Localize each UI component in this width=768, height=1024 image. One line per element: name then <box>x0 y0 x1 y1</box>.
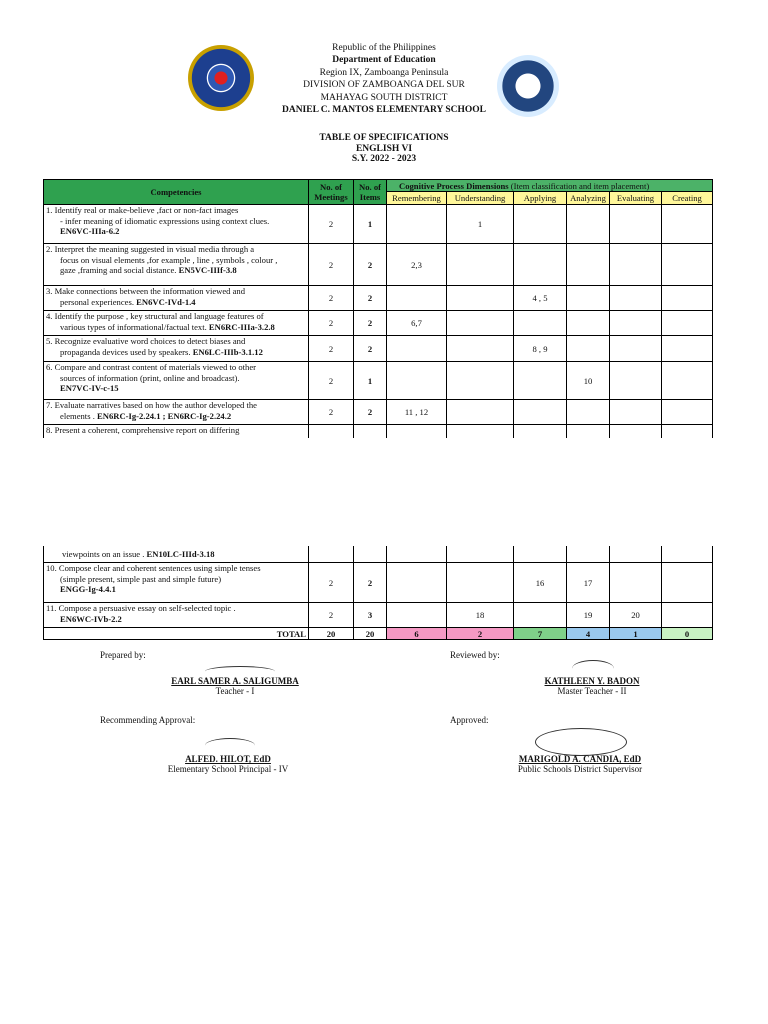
items-cell: 2 <box>354 563 387 603</box>
competency-text: - infer meaning of idiomatic expressions using context clues. <box>60 215 270 226</box>
table-row <box>44 286 713 311</box>
competency-text: sources of information (print, online and broadcast). <box>60 372 240 383</box>
reviewer-name: KATHLEEN Y. BADON <box>544 676 640 686</box>
analyzing-cell <box>567 400 610 425</box>
understanding-cell <box>447 286 514 311</box>
applying-cell <box>514 603 567 628</box>
header-analyzing: Analyzing <box>567 192 610 205</box>
creating-cell <box>662 362 713 400</box>
recommender-name: ALFED. HILOT, EdD <box>185 754 271 764</box>
applying-cell: 16 <box>514 563 567 603</box>
approver-title: Public Schools District Supervisor <box>517 764 643 774</box>
approver-block <box>480 754 680 774</box>
competency-code: EN6RC-IIIa-3.2.8 <box>208 321 275 332</box>
header-competencies: Competencies <box>44 180 309 205</box>
analyzing-cell <box>567 286 610 311</box>
header-applying: Applying <box>514 192 567 205</box>
meetings-cell: 2 <box>309 311 354 336</box>
competency-text: 5. Recognize evaluative word choices to detect biases and <box>46 336 246 346</box>
header-meetings: No. of Meetings <box>309 180 354 205</box>
header-line-region: Region IX, Zamboanga Peninsula <box>319 67 449 78</box>
evaluating-cell <box>610 244 662 286</box>
table-row <box>44 205 713 244</box>
signature-mark <box>205 738 255 753</box>
meetings-cell: 2 <box>309 286 354 311</box>
creating-cell <box>662 336 713 362</box>
analyzing-cell <box>567 311 610 336</box>
evaluating-cell <box>610 563 662 603</box>
table-row <box>44 311 713 336</box>
understanding-cell <box>447 311 514 336</box>
signature-mark <box>535 728 627 756</box>
applying-cell <box>514 205 567 244</box>
understanding-cell: 18 <box>447 603 514 628</box>
total-meetings: 20 <box>309 628 354 640</box>
remembering-cell: 11 , 12 <box>387 400 447 425</box>
meetings-cell: 2 <box>309 362 354 400</box>
total-evaluating: 1 <box>610 628 662 640</box>
recommending-approval-label: Recommending Approval: <box>100 715 196 725</box>
competency-code: EN6LC-IIIb-3.1.12 <box>192 346 263 357</box>
applying-cell <box>514 400 567 425</box>
creating-cell <box>662 603 713 628</box>
table-row <box>44 603 713 628</box>
items-cell: 3 <box>354 603 387 628</box>
meetings-cell: 2 <box>309 205 354 244</box>
document-header <box>0 42 768 116</box>
creating-cell <box>662 311 713 336</box>
header-dimensions-note: (Item classification and item placement) <box>508 180 650 191</box>
applying-cell <box>514 311 567 336</box>
items-cell: 2 <box>354 286 387 311</box>
header-line-deped: Department of Education <box>332 55 436 66</box>
total-applying: 7 <box>514 628 567 640</box>
understanding-cell <box>447 244 514 286</box>
analyzing-cell <box>567 336 610 362</box>
competency-code: ENGG-Ig-4.4.1 <box>60 584 116 595</box>
meetings-cell: 2 <box>309 603 354 628</box>
analyzing-cell: 19 <box>567 603 610 628</box>
understanding-cell <box>447 336 514 362</box>
remembering-cell <box>387 362 447 400</box>
competency-text: 6. Compare and contrast content of materials viewed to other <box>46 362 257 372</box>
header-line-republic: Republic of the Philippines <box>332 43 436 53</box>
header-remembering: Remembering <box>387 192 447 205</box>
header-line-school: DANIEL C. MANTOS ELEMENTARY SCHOOL <box>281 105 487 116</box>
recommender-title: Elementary School Principal - IV <box>167 764 289 774</box>
competency-text: 4. Identify the purpose , key structural and language features of <box>46 311 264 321</box>
table-row <box>44 362 713 400</box>
remembering-cell: 2,3 <box>387 244 447 286</box>
header-understanding: Understanding <box>447 192 514 205</box>
creating-cell <box>662 244 713 286</box>
evaluating-cell <box>610 336 662 362</box>
creating-cell <box>662 205 713 244</box>
competency-code: EN7VC-IV-c-15 <box>60 383 119 394</box>
total-items: 20 <box>354 628 387 640</box>
total-creating: 0 <box>662 628 713 640</box>
table-row <box>44 336 713 362</box>
competency-text: personal experiences. <box>60 296 134 307</box>
signature-mark <box>572 660 614 677</box>
table-row <box>44 244 713 286</box>
competency-text: 8. Present a coherent, comprehensive report on differing <box>46 425 240 435</box>
items-cell: 2 <box>354 336 387 362</box>
header-evaluating: Evaluating <box>610 192 662 205</box>
preparer-block <box>135 676 335 696</box>
total-analyzing: 4 <box>567 628 610 640</box>
competency-text: 7. Evaluate narratives based on how the author developed the <box>46 400 257 410</box>
title-line-subject: ENGLISH VI <box>355 143 413 154</box>
evaluating-cell: 20 <box>610 603 662 628</box>
total-label: TOTAL <box>44 628 309 640</box>
evaluating-cell <box>610 205 662 244</box>
header-dimensions <box>387 180 713 192</box>
table-row <box>44 563 713 603</box>
evaluating-cell <box>610 400 662 425</box>
remembering-cell <box>387 286 447 311</box>
competency-text: 11. Compose a persuasive essay on self-selected topic . <box>46 603 236 613</box>
applying-cell: 4 , 5 <box>514 286 567 311</box>
items-cell: 1 <box>354 362 387 400</box>
creating-cell <box>662 286 713 311</box>
header-items: No. of Items <box>354 180 387 205</box>
recommender-block <box>128 754 328 774</box>
items-cell: 2 <box>354 311 387 336</box>
understanding-cell <box>447 563 514 603</box>
header-line-division: DIVISION OF ZAMBOANGA DEL SUR <box>303 80 465 91</box>
applying-cell <box>514 362 567 400</box>
remembering-cell <box>387 336 447 362</box>
approver-name: MARIGOLD A. CANDIA, EdD <box>518 754 642 764</box>
competency-text: 10. Compose clear and coherent sentences using simple tenses <box>46 563 261 573</box>
competency-code: EN6VC-IVd-1.4 <box>136 296 196 307</box>
reviewer-block <box>492 676 692 696</box>
analyzing-cell: 10 <box>567 362 610 400</box>
competency-code: EN6WC-IVb-2.2 <box>60 613 122 624</box>
creating-cell <box>662 563 713 603</box>
items-cell: 2 <box>354 400 387 425</box>
competency-text: 3. Make connections between the information viewed and <box>46 286 246 296</box>
meetings-cell: 2 <box>309 563 354 603</box>
competency-text: viewpoints on an issue . <box>62 549 145 560</box>
title-line-tos: TABLE OF SPECIFICATIONS <box>319 133 449 143</box>
analyzing-cell <box>567 244 610 286</box>
creating-cell <box>662 400 713 425</box>
title-line-year: S.Y. 2022 - 2023 <box>351 154 417 164</box>
meetings-cell: 2 <box>309 400 354 425</box>
approved-label: Approved: <box>450 715 489 725</box>
applying-cell <box>514 244 567 286</box>
competency-text: 2. Interpret the meaning suggested in visual media through a <box>46 244 255 254</box>
evaluating-cell <box>610 362 662 400</box>
remembering-cell: 6,7 <box>387 311 447 336</box>
remembering-cell <box>387 603 447 628</box>
competency-text: focus on visual elements ,for example , line , symbols , colour , <box>60 254 278 265</box>
analyzing-cell: 17 <box>567 563 610 603</box>
competency-text: various types of informational/factual text. <box>60 321 207 332</box>
header-dimensions-title: Cognitive Process Dimensions <box>399 180 509 191</box>
competency-text: elements . <box>60 410 95 421</box>
competency-code: EN10LC-IIId-3.18 <box>146 549 215 560</box>
header-creating: Creating <box>662 192 713 205</box>
page-gap <box>40 438 720 546</box>
competency-code: EN6VC-IIIa-6.2 <box>60 226 120 237</box>
table-row <box>44 400 713 425</box>
understanding-cell <box>447 400 514 425</box>
reviewed-by-label: Reviewed by: <box>450 650 500 660</box>
items-cell: 2 <box>354 244 387 286</box>
items-cell: 1 <box>354 205 387 244</box>
competency-text: gaze ,framing and social distance. <box>60 265 177 276</box>
applying-cell: 8 , 9 <box>514 336 567 362</box>
competency-code: EN5VC-IIIf-3.8 <box>178 265 237 276</box>
remembering-cell <box>387 563 447 603</box>
total-remembering: 6 <box>387 628 447 640</box>
specifications-table <box>43 179 713 640</box>
prepared-by-label: Prepared by: <box>100 650 146 660</box>
evaluating-cell <box>610 311 662 336</box>
analyzing-cell <box>567 205 610 244</box>
preparer-name: EARL SAMER A. SALIGUMBA <box>171 676 299 686</box>
document-title <box>0 133 768 165</box>
header-line-district: MAHAYAG SOUTH DISTRICT <box>320 92 448 103</box>
remembering-cell <box>387 205 447 244</box>
understanding-cell <box>447 362 514 400</box>
competency-text: (simple present, simple past and simple future) <box>60 573 222 584</box>
preparer-title: Teacher - I <box>215 686 255 696</box>
competency-text: 1. Identify real or make-believe ,fact or non-fact images <box>46 205 239 215</box>
evaluating-cell <box>610 286 662 311</box>
meetings-cell: 2 <box>309 244 354 286</box>
understanding-cell: 1 <box>447 205 514 244</box>
reviewer-title: Master Teacher - II <box>557 686 627 696</box>
competency-code: EN6RC-Ig-2.24.1 ; EN6RC-Ig-2.24.2 <box>97 410 232 421</box>
meetings-cell: 2 <box>309 336 354 362</box>
total-row <box>44 628 713 640</box>
competency-text: propaganda devices used by speakers. <box>60 346 191 357</box>
total-understanding: 2 <box>447 628 514 640</box>
